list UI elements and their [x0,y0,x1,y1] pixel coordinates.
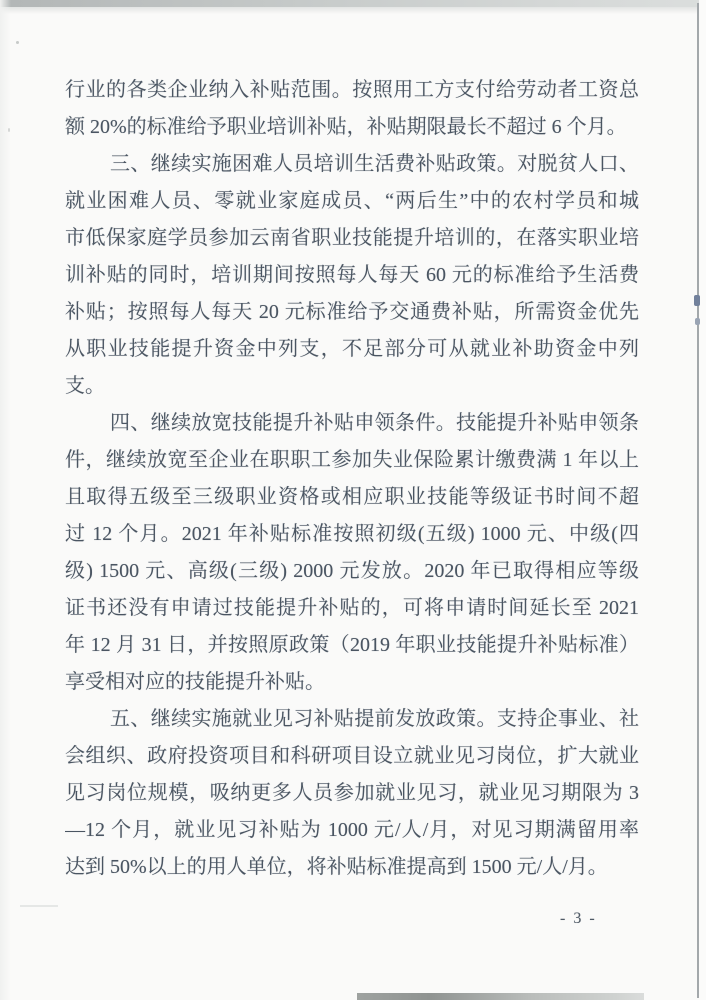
text-line: 行业的各类企业纳入补贴范围。按照用工方支付给劳动者工资总 [65,79,639,101]
scan-smudge-bottom [357,993,644,1000]
paragraph-section-4 [65,405,639,701]
scan-smudge-right-1 [694,295,700,306]
text-line: 件，继续放宽至企业在职职工参加失业保险累计缴费满 1 年以上 [65,449,639,471]
text-line: 市低保家庭学员参加云南省职业技能提升培训的，在落实职业培 [65,227,639,249]
scan-smudge-right-2 [695,318,700,325]
text-line: 证书还没有申请过技能提升补贴的，可将申请时间延长至 2021 [65,597,639,619]
text-line: 且取得五级至三级职业资格或相应职业技能等级证书时间不超 [65,486,639,508]
paragraph-section-3 [65,146,639,405]
scan-edge-top [0,0,706,7]
text-line: 级) 1500 元、高级(三级) 2000 元发放。2020 年已取得相应等级 [65,560,639,582]
scan-speck-2 [8,128,10,132]
text-line-section-heading: 五、继续实施就业见习补贴提前发放政策。支持企事业、社 [110,708,639,730]
text-line: 达到 50%以上的用人单位，将补贴标准提高到 1500 元/人/月。 [65,856,608,878]
text-line: 享受相对应的技能提升补贴。 [65,671,325,693]
scan-edge-right-line [697,3,699,998]
scan-edge-top-fade [0,7,706,14]
text-line: 会组织、政府投资项目和科研项目设立就业见习岗位，扩大就业 [65,745,639,767]
text-line: 额 20%的标准给予职业培训补贴，补贴期限最长不超过 6 个月。 [65,116,627,138]
document-text-block [65,72,639,886]
page-number: - 3 - [560,910,597,927]
text-line: 年 12 月 31 日，并按照原政策（2019 年职业技能提升补贴标准） [65,634,639,656]
text-line: 支。 [65,375,105,397]
text-line: —12 个月，就业见习补贴为 1000 元/人/月，对见习期满留用率 [65,819,639,841]
text-line-section-heading: 三、继续实施困难人员培训生活费补贴政策。对脱贫人口、 [110,153,639,175]
text-line: 补贴；按照每人每天 20 元标准给予交通费补贴，所需资金优先 [65,301,639,323]
paragraph-continuation [65,72,639,146]
scan-speck-1 [16,41,19,44]
text-line: 从职业技能提升资金中列支，不足部分可从就业补助资金中列 [65,338,639,360]
text-line: 见习岗位规模，吸纳更多人员参加就业见习，就业见习期限为 3 [65,782,639,804]
scan-edge-left [0,0,11,1000]
text-line-section-heading: 四、继续放宽技能提升补贴申领条件。技能提升补贴申领条 [110,412,639,434]
text-line: 训补贴的同时，培训期间按照每人每天 60 元的标准给予生活费 [65,264,639,286]
scan-edge-right-margin [699,0,706,1000]
text-line: 就业困难人员、零就业家庭成员、“两后生”中的农村学员和城 [65,190,639,212]
text-line: 过 12 个月。2021 年补贴标准按照初级(五级) 1000 元、中级(四 [65,523,639,545]
scan-scratch-left [20,905,58,907]
paragraph-section-5 [65,701,639,886]
